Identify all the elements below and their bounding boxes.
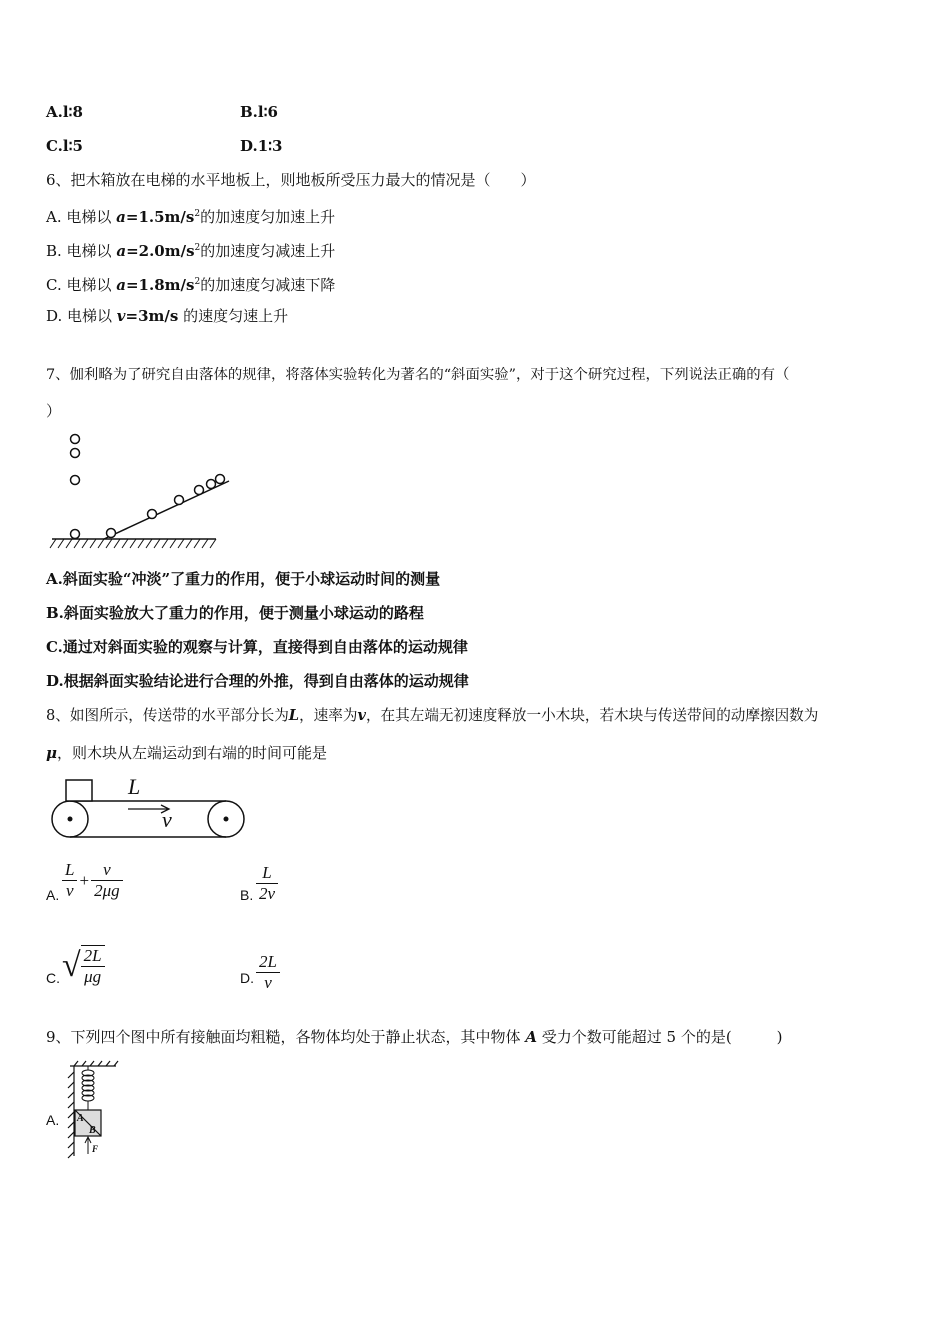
q8-a-den1: v	[62, 880, 77, 901]
q8-d-frac	[256, 952, 280, 993]
q5-option-a: A.l∶8	[46, 103, 83, 121]
q6-c-val: =1.8m/s	[125, 276, 195, 294]
q9-stem-a: 9、下列四个图中所有接触面均粗糙，各物体均处于静止状态，其中物体	[46, 1028, 526, 1046]
q9-stem-A: A	[525, 1028, 537, 1046]
q8-a-num1: L	[65, 860, 75, 879]
q5-option-c: C.l∶5	[46, 137, 83, 155]
q6-d-val: =3m/s	[125, 307, 179, 325]
q8-b-num: L	[262, 863, 272, 882]
q8-stem-1a: 8、如图所示，传送带的水平部分长为	[46, 707, 289, 724]
q7-stem-line1: 7、伽利略为了研究自由落体的规律，将落体实验转化为著名的“斜面实验”，对于这个研究过程，下列说法正确的有（	[46, 367, 790, 383]
pulley-axles	[68, 817, 229, 822]
q6-d-var: v	[116, 307, 126, 325]
length-label: L	[128, 774, 141, 799]
q6-c-post: 的加速度匀减速下降	[200, 276, 336, 294]
q8-c-frac	[81, 946, 105, 987]
q6-b-pre: B. 电梯以	[46, 242, 117, 260]
q8-a-den2: 2μg	[91, 880, 123, 901]
q8-option-a-formula	[62, 860, 123, 901]
q8-stem-mu: μ	[46, 744, 57, 762]
q5-option-b: B.l∶6	[240, 103, 278, 121]
q6-stem: 6、把木箱放在电梯的水平地板上，则地板所受压力最大的情况是（ ）	[46, 171, 536, 189]
q9-stem-b: 受力个数可能超过 5 个的是( )	[536, 1028, 783, 1046]
q6-a-post: 的加速度匀加速上升	[200, 208, 336, 226]
q8-b-den: 2v	[256, 883, 278, 904]
q6-b-var: a	[116, 242, 127, 260]
q6-b-sup: 2	[194, 243, 201, 253]
conveyor-diagram	[46, 772, 251, 844]
q8-c-sqrt: √	[62, 947, 81, 984]
falling-balls	[71, 435, 80, 539]
q8-c-den: μg	[81, 966, 105, 987]
q8-c-num: 2L	[83, 946, 102, 965]
ceiling	[70, 1061, 118, 1066]
q6-a-sup: 2	[194, 209, 201, 219]
block-b-label: B	[89, 1125, 96, 1136]
q5-option-d: D.1∶3	[240, 137, 283, 155]
q8-d-den: v	[256, 972, 280, 993]
q7-option-d: D.根据斜面实验结论进行合理的外推，得到自由落体的运动规律	[46, 672, 469, 690]
q8-label-c: C.	[46, 970, 60, 986]
q6-d-pre: D. 电梯以	[46, 307, 117, 325]
q9-stem	[46, 1027, 783, 1047]
q6-option-d	[46, 306, 288, 326]
q8-stem-L: L	[288, 707, 300, 724]
q7-stem-line2: ）	[46, 402, 62, 420]
wood-block	[66, 780, 92, 801]
q7-option-a: A.斜面实验“冲淡”了重力的作用，便于小球运动时间的测量	[46, 570, 441, 588]
q8-d-num: 2L	[259, 952, 277, 971]
q8-option-c-formula	[62, 944, 105, 988]
q7-option-c: C.通过对斜面实验的观察与计算，直接得到自由落体的运动规律	[46, 638, 468, 656]
q8-stem-v: v	[357, 707, 366, 724]
q8-stem-1c: ，在其左端无初速度释放一小木块，若木块与传送带间的动摩擦因数为	[365, 707, 819, 724]
q6-b-post: 的加速度匀减速上升	[200, 242, 336, 260]
q8-a-frac1	[62, 860, 77, 901]
q6-c-var: a	[116, 276, 126, 294]
q6-a-val: =1.5m/s	[125, 208, 195, 226]
velocity-label: v	[162, 807, 172, 832]
q8-a-plus: +	[79, 870, 90, 890]
force-label: F	[92, 1144, 99, 1154]
q6-c-pre: C. 电梯以	[46, 276, 117, 294]
q8-label-d: D.	[240, 970, 254, 986]
left-wall	[68, 1066, 74, 1158]
q8-label-a: A.	[46, 887, 60, 903]
q8-a-frac2	[91, 860, 123, 901]
q7-option-b: B.斜面实验放大了重力的作用，便于测量小球运动的路程	[46, 604, 424, 622]
q9-label-a: A.	[46, 1112, 60, 1128]
q8-stem-1b: ，速率为	[299, 707, 358, 724]
q8-c-radicand	[81, 945, 105, 987]
conveyor-belt	[52, 801, 244, 837]
q6-option-a	[46, 204, 335, 227]
spring	[82, 1066, 94, 1110]
rolling-balls	[107, 475, 225, 538]
q6-b-val: =2.0m/s	[126, 242, 195, 260]
q6-d-post: 的速度匀速上升	[178, 307, 289, 325]
q6-a-pre: A. 电梯以	[46, 208, 117, 226]
q8-a-num2: v	[103, 860, 111, 879]
q8-label-b: B.	[240, 887, 254, 903]
ground-hatching	[50, 539, 216, 548]
q8-b-frac	[256, 863, 278, 904]
q6-option-b	[46, 238, 335, 261]
force-arrow	[85, 1137, 91, 1154]
incline-plane	[104, 481, 229, 539]
incline-diagram	[46, 428, 236, 553]
q8-option-d-formula	[256, 952, 280, 993]
q8-option-b-formula	[256, 863, 278, 904]
q8-stem-line2	[46, 743, 327, 763]
q8-stem-line1	[46, 706, 818, 726]
q6-option-c	[46, 272, 335, 295]
block-a-label: A	[77, 1113, 84, 1124]
q6-a-var: a	[116, 208, 126, 226]
q6-c-sup: 2	[194, 277, 201, 287]
q8-stem-2b: ，则木块从左端运动到右端的时间可能是	[56, 744, 327, 762]
spring-wall-diagram	[64, 1058, 120, 1160]
